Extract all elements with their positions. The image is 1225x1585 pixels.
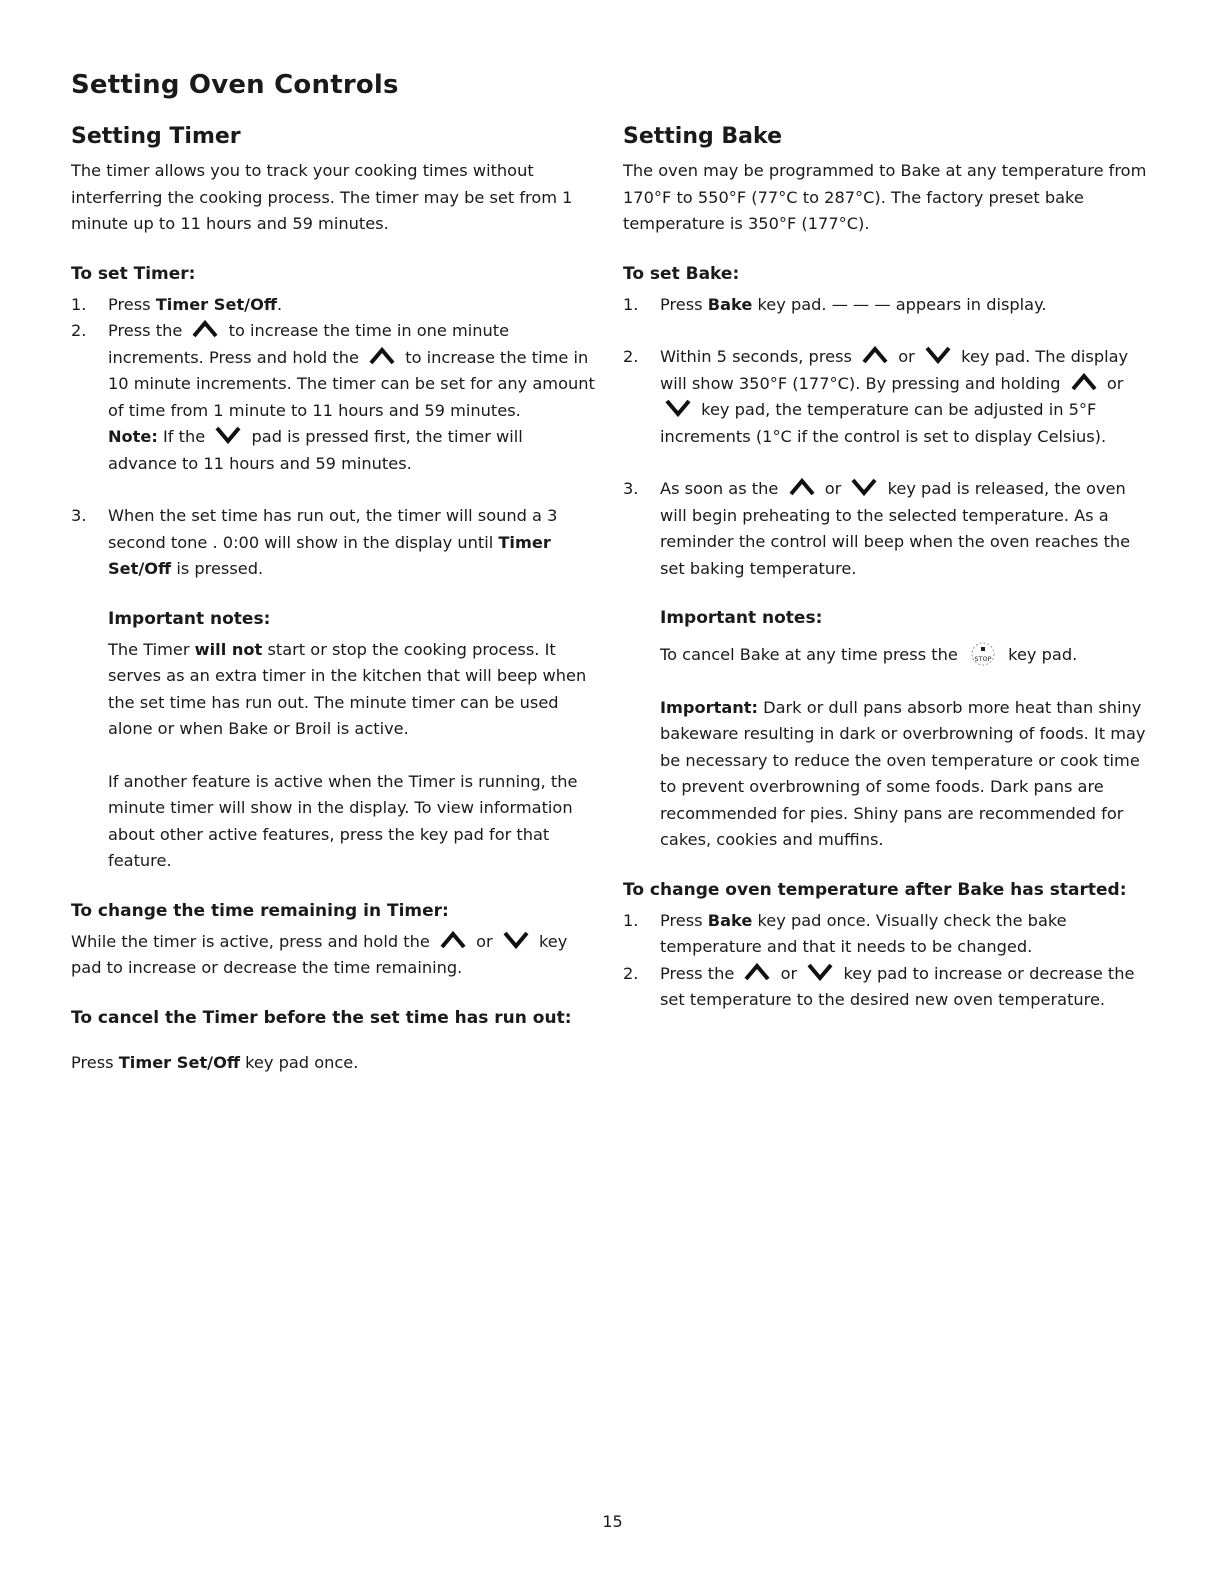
up-arrow-icon [744,963,770,981]
set-bake-steps-2 [623,344,1153,450]
change-bake-step-2: 2. Press the or key pad to increase or decrease the set temperature to the desired new oven temperature. [623,963,1135,1009]
set-timer-heading: To set Timer: [71,263,196,284]
change-bake-step-1: 1. Press Bake key pad once. Visually check the bake temperature and that it needs to be changed. [623,910,1067,956]
set-bake-step-1: 1. Press Bake key pad. — — — appears in display. [623,294,1047,314]
set-bake-step-2: 2. Within 5 seconds, press or key pad. The display will show 350°F (177°C). By pressing and holding or key pad, the temperature can be adjusted in 5°F increments (1°C if the control is set to display Celsius). [623,347,1129,446]
bake-cancel-text: To cancel Bake at any time press the STOP key pad. [660,642,1153,669]
down-arrow-icon [925,346,951,364]
timer-notes-p1: The Timer will not start or stop the cooking process. It serves as an extra timer in the kitchen that will beep when the set time has run out. The minute timer can be used alone or when Bake or Broil is active. [108,639,587,738]
set-bake-heading: To set Bake: [623,263,740,284]
bake-section [623,124,1153,1014]
timer-section [71,124,596,1076]
set-timer-steps [71,292,596,478]
up-arrow-icon [862,346,888,364]
up-arrow-icon [789,478,815,496]
timer-important-notes [71,609,596,875]
page-number: 15 [602,1512,623,1531]
timer-heading: Setting Timer [71,124,241,149]
bake-important-text: Important: Dark or dull pans absorb more heat than shiny bakeware resulting in dark or overbrowning of foods. It may be necessary to reduce the oven temperature or cook time to prevent overbrowning of some foods. Dark pans are recommended for pies. Shiny pans are recommended for cakes, cookies and muffins. [660,697,1146,849]
set-timer-step-3: 3. When the set time has run out, the timer will sound a 3 second tone . 0:00 will show in the display until Timer Set/Off is pressed. [71,506,558,578]
up-arrow-icon [440,931,466,949]
timer-notes-p2: If another feature is active when the Timer is running, the minute timer will show in the display. To view information about other active features, press the key pad for that feature. [108,771,578,870]
set-bake-steps [623,292,1153,319]
down-arrow-icon [503,931,529,949]
timer-notes-heading: Important notes: [108,608,271,629]
set-timer-step-1: 1. Press Timer Set/Off. [71,294,283,314]
page-title: Setting Oven Controls [71,70,399,100]
down-arrow-icon [665,399,691,417]
stop-key-icon [967,642,999,666]
set-bake-step-3: 3. As soon as the or key pad is released, the oven will begin preheating to the selected temperature. As a reminder the control will beep when the oven reaches the set baking temperature. [623,479,1131,578]
up-arrow-icon [1071,373,1097,391]
svg-text:STOP: STOP [974,655,992,663]
bake-heading: Setting Bake [623,124,782,149]
bake-notes-heading: Important notes: [660,608,823,628]
cancel-timer-text: Press Timer Set/Off key pad once. [71,1052,359,1072]
change-bake-heading: To change oven temperature after Bake has started: [623,879,1127,900]
timer-intro: The timer allows you to track your cooking times without interferring the cooking process. The timer may be set from 1 minute up to 11 hours and 59 minutes. [71,161,573,233]
up-arrow-icon [192,320,218,338]
up-arrow-icon [369,347,395,365]
set-timer-step-2: 2. Press the to increase the time in one minute increments. Press and hold the to increase the time in 10 minute increments. The timer can be set for any amount of time from 1 minute to 11 hours and 59 minutes. [71,321,595,420]
change-timer-heading: To change the time remaining in Timer: [71,900,449,921]
change-timer-text: While the timer is active, press and hold the or key pad to increase or decrease the time remaining. [71,931,568,977]
cancel-timer-heading: To cancel the Timer before the set time has run out: [71,1007,572,1028]
down-arrow-icon [851,478,877,496]
set-timer-steps-cont [71,503,596,583]
down-arrow-icon [807,963,833,981]
set-timer-note: Note: If the pad is pressed first, the timer will advance to 11 hours and 59 minutes. [108,427,523,473]
change-bake-steps [623,908,1153,1014]
set-bake-steps-3 [623,476,1153,582]
bake-intro: The oven may be programmed to Bake at any temperature from 170°F to 550°F (77°C to 287°C). The factory preset bake temperature is 350°F (177°C). [623,161,1147,233]
down-arrow-icon [215,426,241,444]
bake-important-notes [623,608,1153,854]
